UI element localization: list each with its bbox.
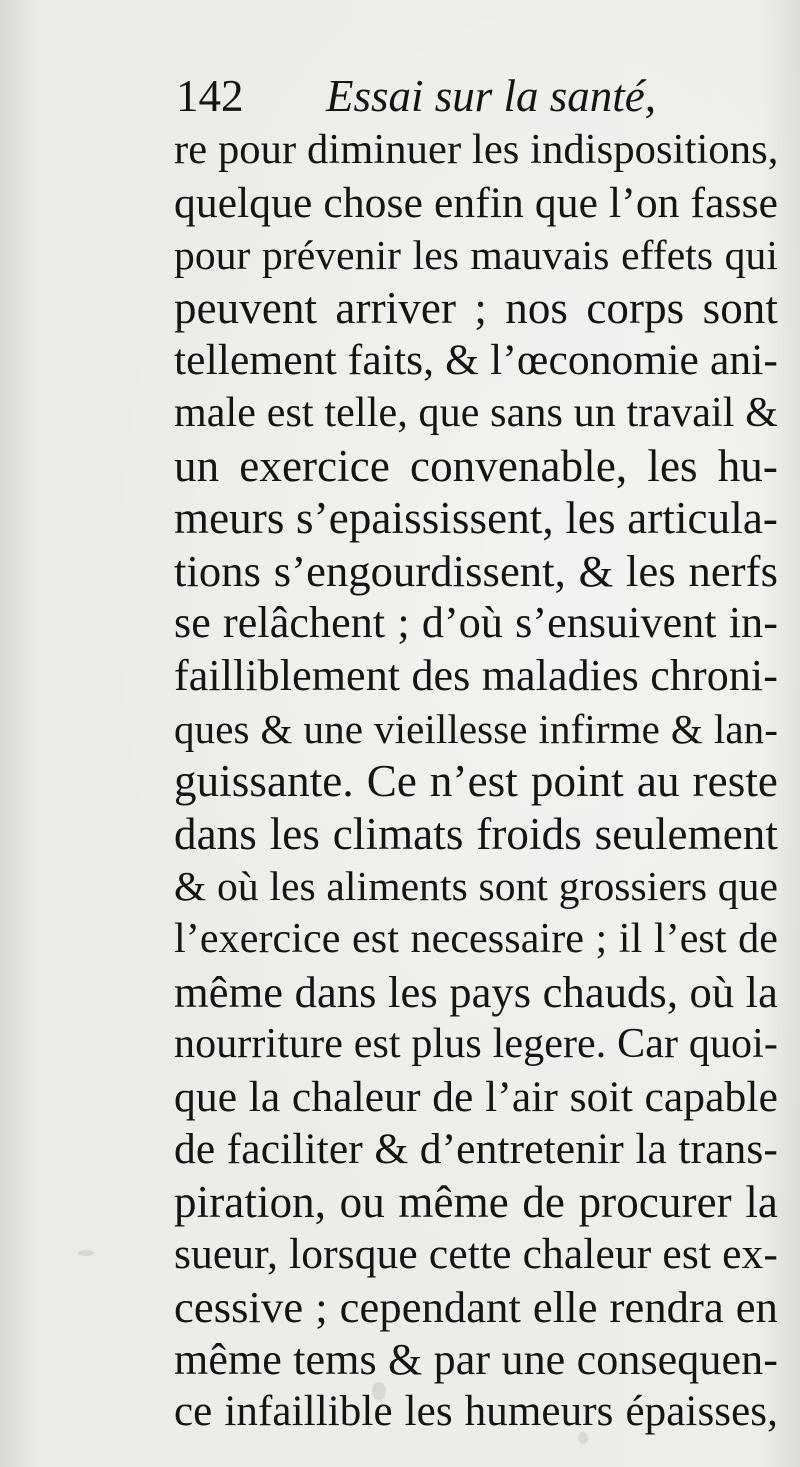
text-line: de faciliter & d’entretenir la trans- (174, 1125, 778, 1174)
text-line: nourriture est plus legere. Car quoi- (174, 1021, 778, 1068)
text-line: re pour diminuer les indispositions, (174, 126, 779, 173)
text-line: que la chaleur de l’air soit capable (174, 1072, 778, 1121)
text-line: pour prévenir les mauvais effets qui (174, 232, 778, 279)
page-header (176, 66, 776, 126)
text-line: cessive ; cependant elle rendra en (174, 1282, 778, 1333)
text-line: ce infaillible les humeurs épaisses, (174, 1388, 778, 1436)
body-text (174, 124, 778, 1439)
paper-stain (78, 1250, 94, 1256)
text-line: ques & une vieillesse infirme & lan- (174, 705, 778, 752)
text-line: dans les climats froids seulement (174, 808, 778, 859)
text-line: un exercice convenable, les hu- (174, 440, 778, 491)
text-line: l’exercice est necessaire ; il l’est de (174, 915, 778, 962)
text-line: piration, ou même de procurer la (174, 1176, 778, 1227)
text-line: male est telle, que sans un travail & (174, 389, 778, 436)
text-line: peuvent arriver ; nos corps sont (174, 282, 778, 333)
running-title: Essai sur la santé, (326, 71, 657, 121)
text-line: se relâchent ; d’où s’ensuivent in- (174, 598, 778, 648)
page-number: 142 (176, 71, 244, 121)
text-line: tellement faits, & l’œconomie ani- (174, 336, 778, 385)
text-line: sueur, lorsque cette chaleur est ex- (174, 1230, 778, 1279)
text-line: guissante. Ce n’est point au reste (174, 756, 778, 807)
text-line: meurs s’epaississent, les articula- (174, 493, 778, 544)
text-line: quelque chose enfin que l’on fasse (174, 178, 778, 227)
text-line: & où les aliments sont grossiers que (174, 863, 778, 910)
text-line: même dans les pays chauds, où la (174, 966, 778, 1017)
text-line: tions s’engourdissent, & les nerfs (174, 545, 778, 596)
text-line: même tems & par une consequen- (174, 1334, 778, 1384)
text-line: failliblement des maladies chroni- (174, 650, 778, 700)
